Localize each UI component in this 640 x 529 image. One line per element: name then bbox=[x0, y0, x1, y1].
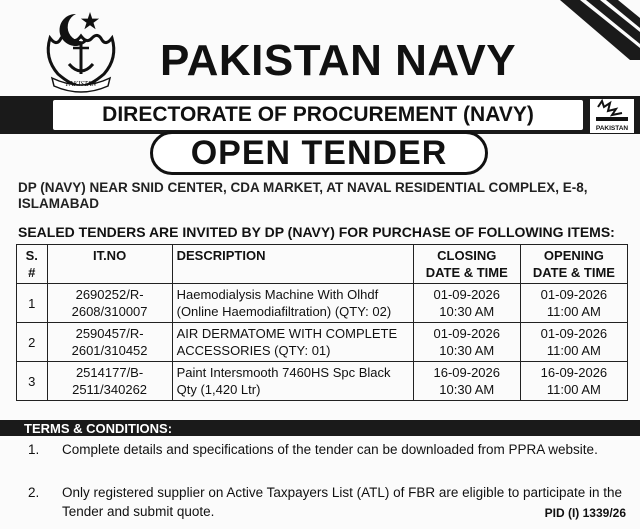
row-closing: 16-09-2026 10:30 AM bbox=[413, 362, 520, 401]
row-opening: 16-09-2026 11:00 AM bbox=[520, 362, 627, 401]
term-item bbox=[28, 483, 628, 521]
col-header-closing: CLOSING DATE & TIME bbox=[413, 245, 520, 284]
term-text: Only registered supplier on Active Taxpayers List (ATL) of FBR are eligible to participate in the Tender and submit quote. bbox=[62, 485, 623, 519]
row-itno: 2514177/B- 2511/340262 bbox=[47, 362, 172, 401]
row-itno: 2690252/R- 2608/310007 bbox=[47, 284, 172, 323]
col-header-itno: IT.NO bbox=[47, 245, 172, 284]
term-text: Complete details and specifications of the tender can be downloaded from PPRA website. bbox=[62, 442, 598, 457]
tender-items-table bbox=[16, 244, 628, 401]
open-tender-heading: OPEN TENDER bbox=[190, 134, 448, 172]
header bbox=[0, 0, 640, 100]
page-title: PAKISTAN NAVY bbox=[160, 36, 517, 85]
svg-text:PAKISTAN: PAKISTAN bbox=[595, 125, 629, 132]
terms-heading: TERMS & CONDITIONS: bbox=[24, 421, 173, 436]
table-row bbox=[17, 284, 628, 323]
row-description: Haemodialysis Machine With Olhdf (Online Haemodiafiltration) (QTY: 02) bbox=[172, 284, 413, 323]
invitation-text: SEALED TENDERS ARE INVITED BY DP (NAVY) FOR PURCHASE OF FOLLOWING ITEMS: bbox=[18, 224, 615, 240]
row-sn: 3 bbox=[17, 362, 48, 401]
row-closing: 01-09-2026 10:30 AM bbox=[413, 284, 520, 323]
col-header-description: DESCRIPTION bbox=[172, 245, 413, 284]
svg-text:PAKISTAN: PAKISTAN bbox=[65, 80, 97, 88]
term-number: 2. bbox=[28, 485, 40, 500]
term-number: 1. bbox=[28, 442, 40, 457]
row-description: AIR DERMATOME WITH COMPLETE ACCESSORIES (QTY: 01) bbox=[172, 323, 413, 362]
col-header-opening: OPENING DATE & TIME bbox=[520, 245, 627, 284]
table-row bbox=[17, 323, 628, 362]
row-sn: 2 bbox=[17, 323, 48, 362]
publication-id: PID (I) 1339/26 bbox=[544, 506, 626, 520]
navy-emblem-logo bbox=[36, 8, 126, 94]
row-opening: 01-09-2026 11:00 AM bbox=[520, 284, 627, 323]
row-itno: 2590457/R- 2601/310452 bbox=[47, 323, 172, 362]
table-header-row bbox=[17, 245, 628, 284]
row-sn: 1 bbox=[17, 284, 48, 323]
office-address: DP (NAVY) NEAR SNID CENTER, CDA MARKET, AT NAVAL RESIDENTIAL COMPLEX, E-8, ISLAMABAD bbox=[18, 180, 588, 211]
pakistan-mini-logo bbox=[590, 99, 634, 133]
row-description: Paint Intersmooth 7460HS Spc Black Qty (1,420 Ltr) bbox=[172, 362, 413, 401]
term-item bbox=[28, 440, 628, 478]
row-opening: 01-09-2026 11:00 AM bbox=[520, 323, 627, 362]
directorate-subtitle: DIRECTORATE OF PROCUREMENT (NAVY) bbox=[102, 103, 534, 126]
col-header-sn: S. # bbox=[17, 245, 48, 284]
table-row bbox=[17, 362, 628, 401]
row-closing: 01-09-2026 10:30 AM bbox=[413, 323, 520, 362]
